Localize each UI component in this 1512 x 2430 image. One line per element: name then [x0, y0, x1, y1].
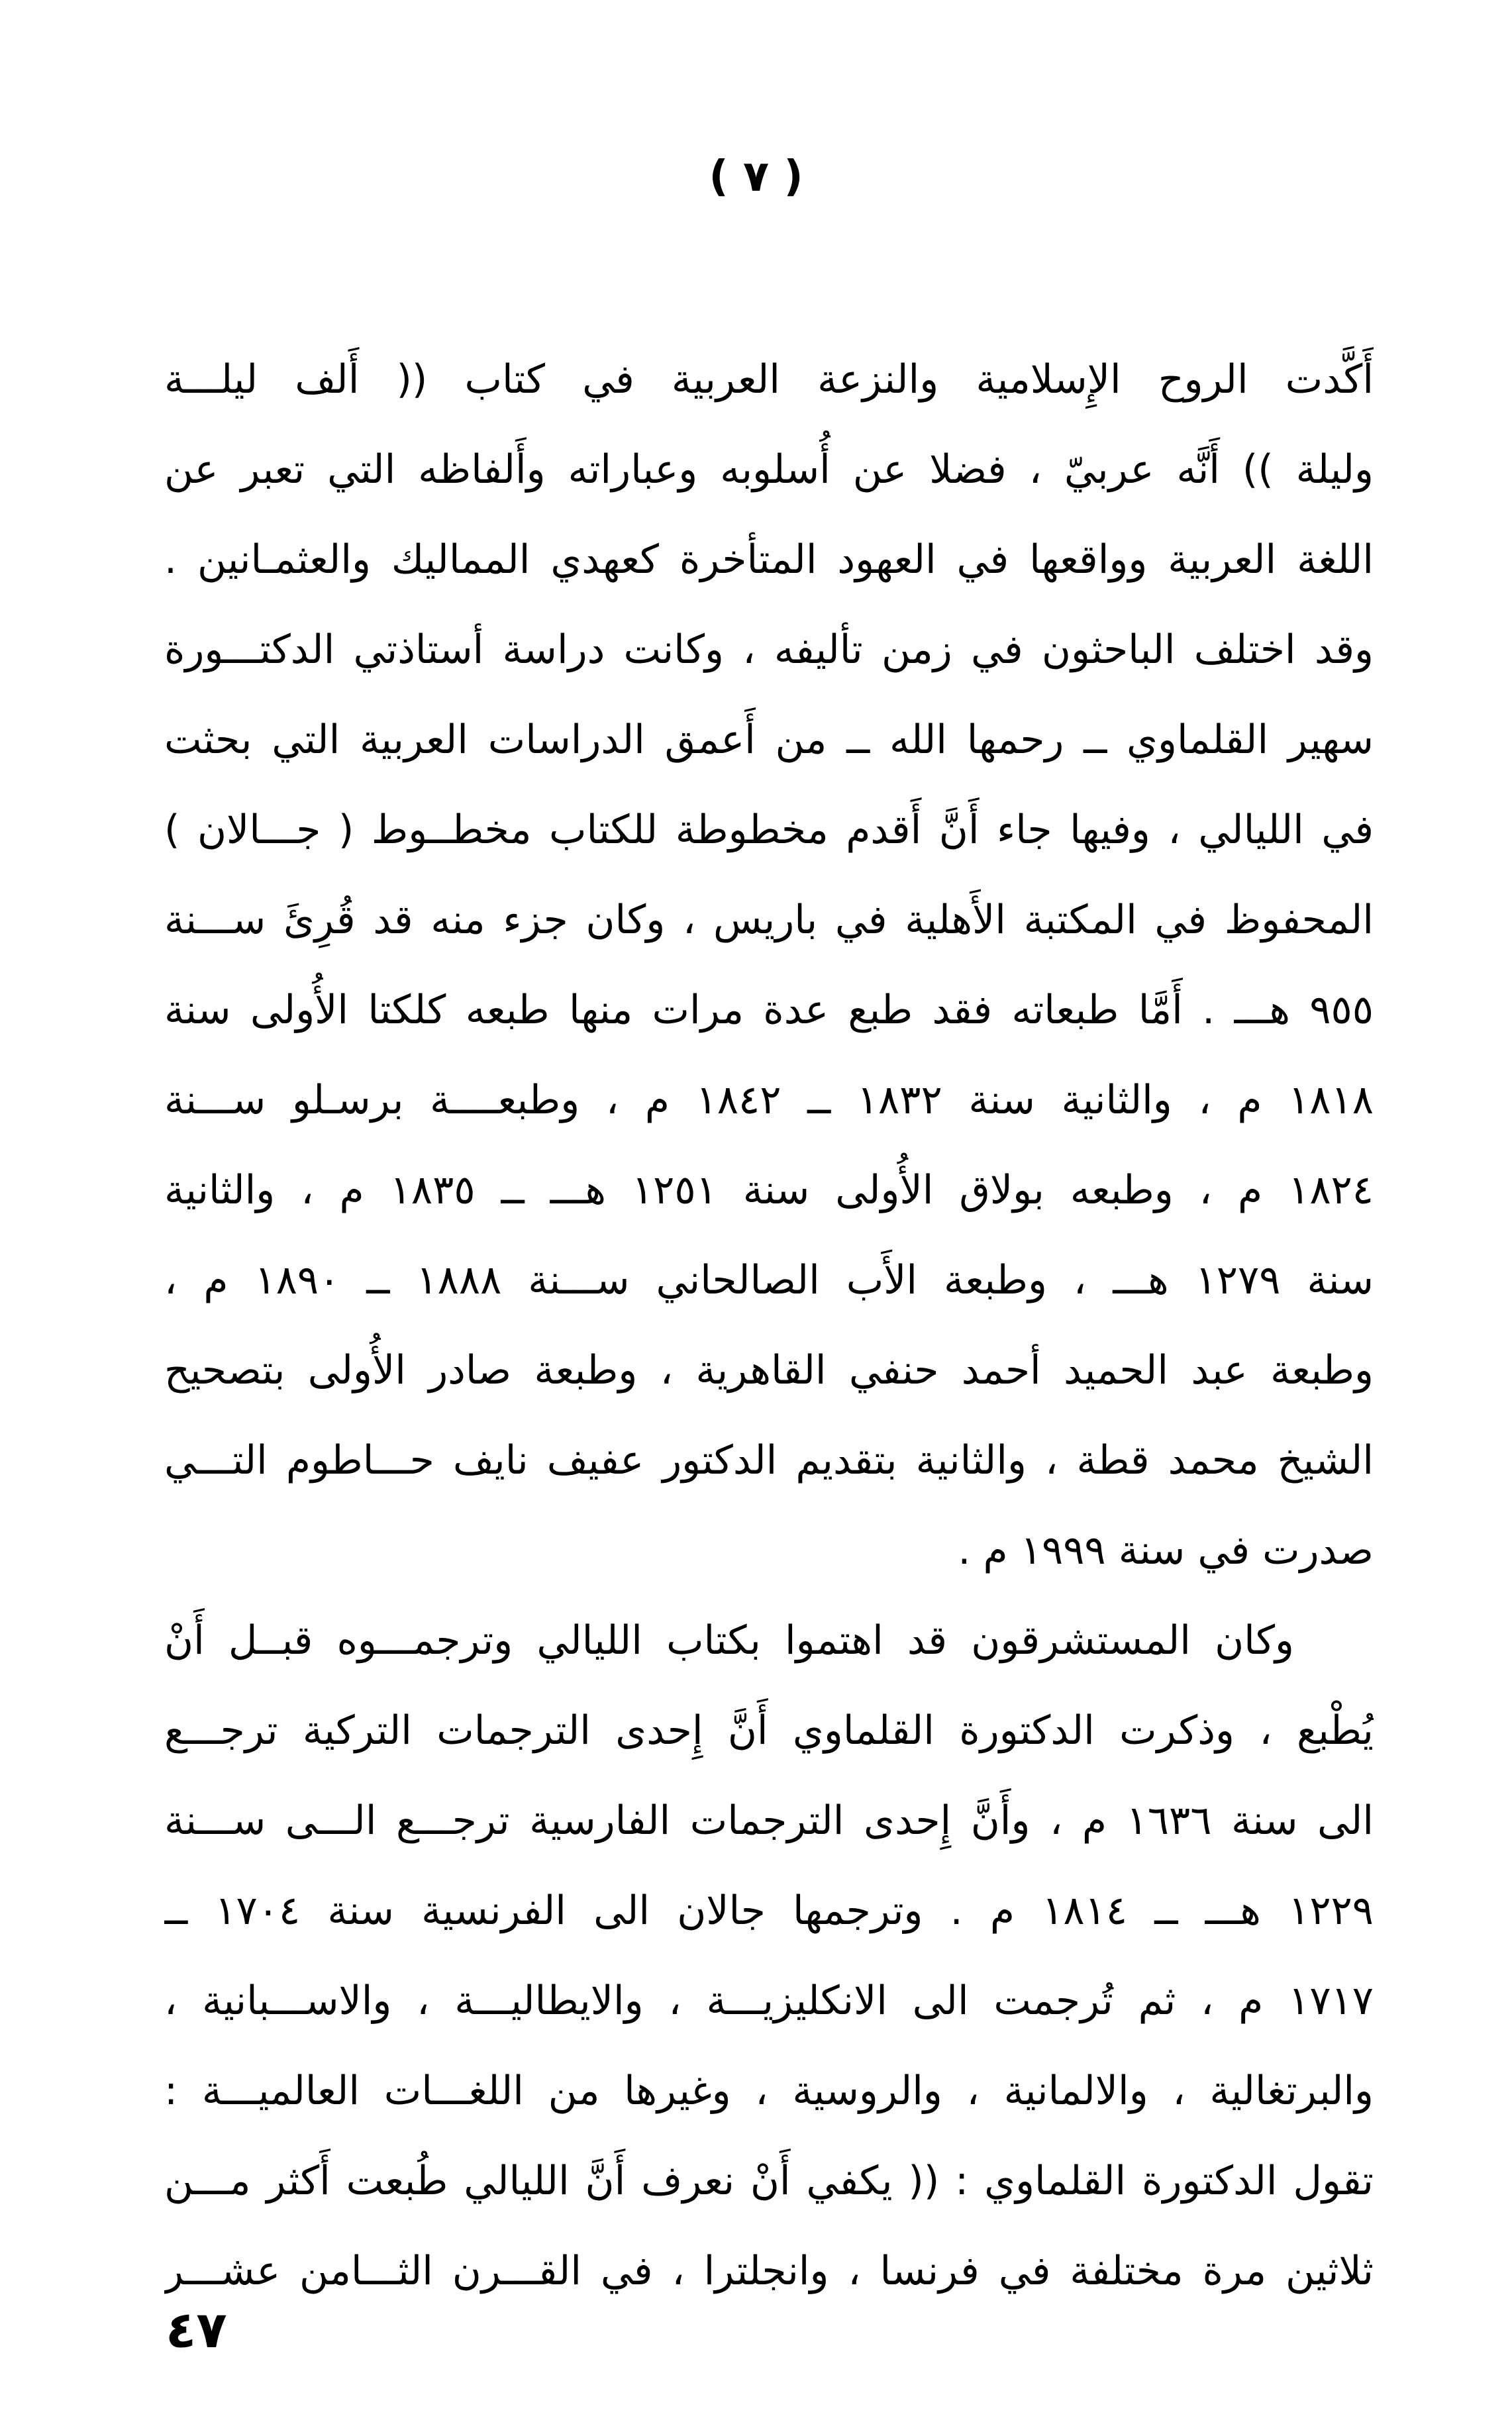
text-line: في الليالي ، وفيها جاء أَنَّ أَقدم مخطوطة للكتاب مخطــوط ( جـــالان ) [164, 807, 1374, 853]
text-line: الشيخ محمد قطة ، والثانية بتقديم الدكتور عفيف نايف حـــاطوم التـــي [164, 1437, 1374, 1484]
text-line: ١٨٢٤ م ، وطبعه بولاق الأُولى سنة ١٢٥١ هـــ ــ ١٨٣٥ م ، والثانية [164, 1167, 1374, 1213]
text-line: ١٨١٨ م ، والثانية سنة ١٨٣٢ ــ ١٨٤٢ م ، وطبعــــة برسـلو ســـنة [164, 1077, 1374, 1123]
text-line: وقد اختلف الباحثون في زمن تأليفه ، وكانت دراسة أستاذتي الدكتـــورة [164, 627, 1374, 673]
text-line: تقول الدكتورة القلماوي : (( يكفي أَنْ نعرف أَنَّ الليالي طُبعت أَكثر مـــن [164, 2158, 1374, 2204]
text-line: ثلاثين مرة مختلفة في فرنسا ، وانجلترا ، في القـــرن الثـــامن عشـــر [164, 2248, 1374, 2294]
text-line: اللغة العربية وواقعها في العهود المتأخرة كعهدي المماليك والعثمـانين . [164, 536, 1374, 583]
body-text [164, 334, 1374, 2316]
text-line: سهير القلماوي ــ رحمها الله ــ من أَعمق الدراسات العربية التي بحثت [164, 717, 1374, 763]
text-line: الى سنة ١٦٣٦ م ، وأَنَّ إِحدى الترجمات الفارسية ترجـــع الـــى ســـنة [164, 1797, 1374, 1844]
text-line: يُطْبع ، وذكرت الدكتورة القلماوي أَنَّ إِحدى الترجمات التركية ترجـــع [164, 1707, 1374, 1754]
page-number: ٤٧ [166, 2300, 227, 2359]
text-line: ٩٥٥ هـــ . أَمَّا طبعاته فقد طبع عدة مرات منها طبعه كلكتا الأُولى سنة [164, 987, 1374, 1033]
text-line: وليلة )) أَنَّه عربيّ ، فضلا عن أُسلوبه وعباراته وأَلفاظه التي تعبر عن [164, 446, 1374, 493]
text-line: والبرتغالية ، والالمانية ، والروسية ، وغيرها من اللغـــات العالميـــة : [164, 2068, 1374, 2114]
text-line: ١٢٢٩ هـــ ــ ١٨١٤ م . وترجمها جالان الى الفرنسية سنة ١٧٠٤ ــ [164, 1888, 1374, 1934]
text-line: صدرت في سنة ١٩٩٩ م . [958, 1527, 1374, 1574]
chapter-number-heading: ( ٧ ) [709, 152, 803, 201]
paragraph-2 [164, 1595, 1374, 2316]
text-line: ١٧١٧ م ، ثم تُرجمت الى الانكليزيـــة ، والايطاليـــة ، والاســـبانية ، [164, 1978, 1374, 2024]
paragraph-1 [164, 334, 1374, 1595]
text-line: أَكَّدت الروح الإِسلامية والنزعة العربية في كتاب (( أَلف ليلـــة [164, 356, 1374, 403]
text-line: سنة ١٢٧٩ هـــ ، وطبعة الأَب الصالحاني ســـنة ١٨٨٨ ــ ١٨٩٠ م ، [164, 1257, 1374, 1303]
text-line: وطبعة عبد الحميد أحمد حنفي القاهرية ، وطبعة صادر الأُولى بتصحيح [164, 1347, 1374, 1393]
text-line: المحفوظ في المكتبة الأَهلية في باريس ، وكان جزء منه قد قُرِئَ ســـنة [164, 897, 1374, 943]
text-line: وكان المستشرقون قد اهتموا بكتاب الليالي وترجمـــوه قبــل أَنْ [164, 1617, 1294, 1664]
